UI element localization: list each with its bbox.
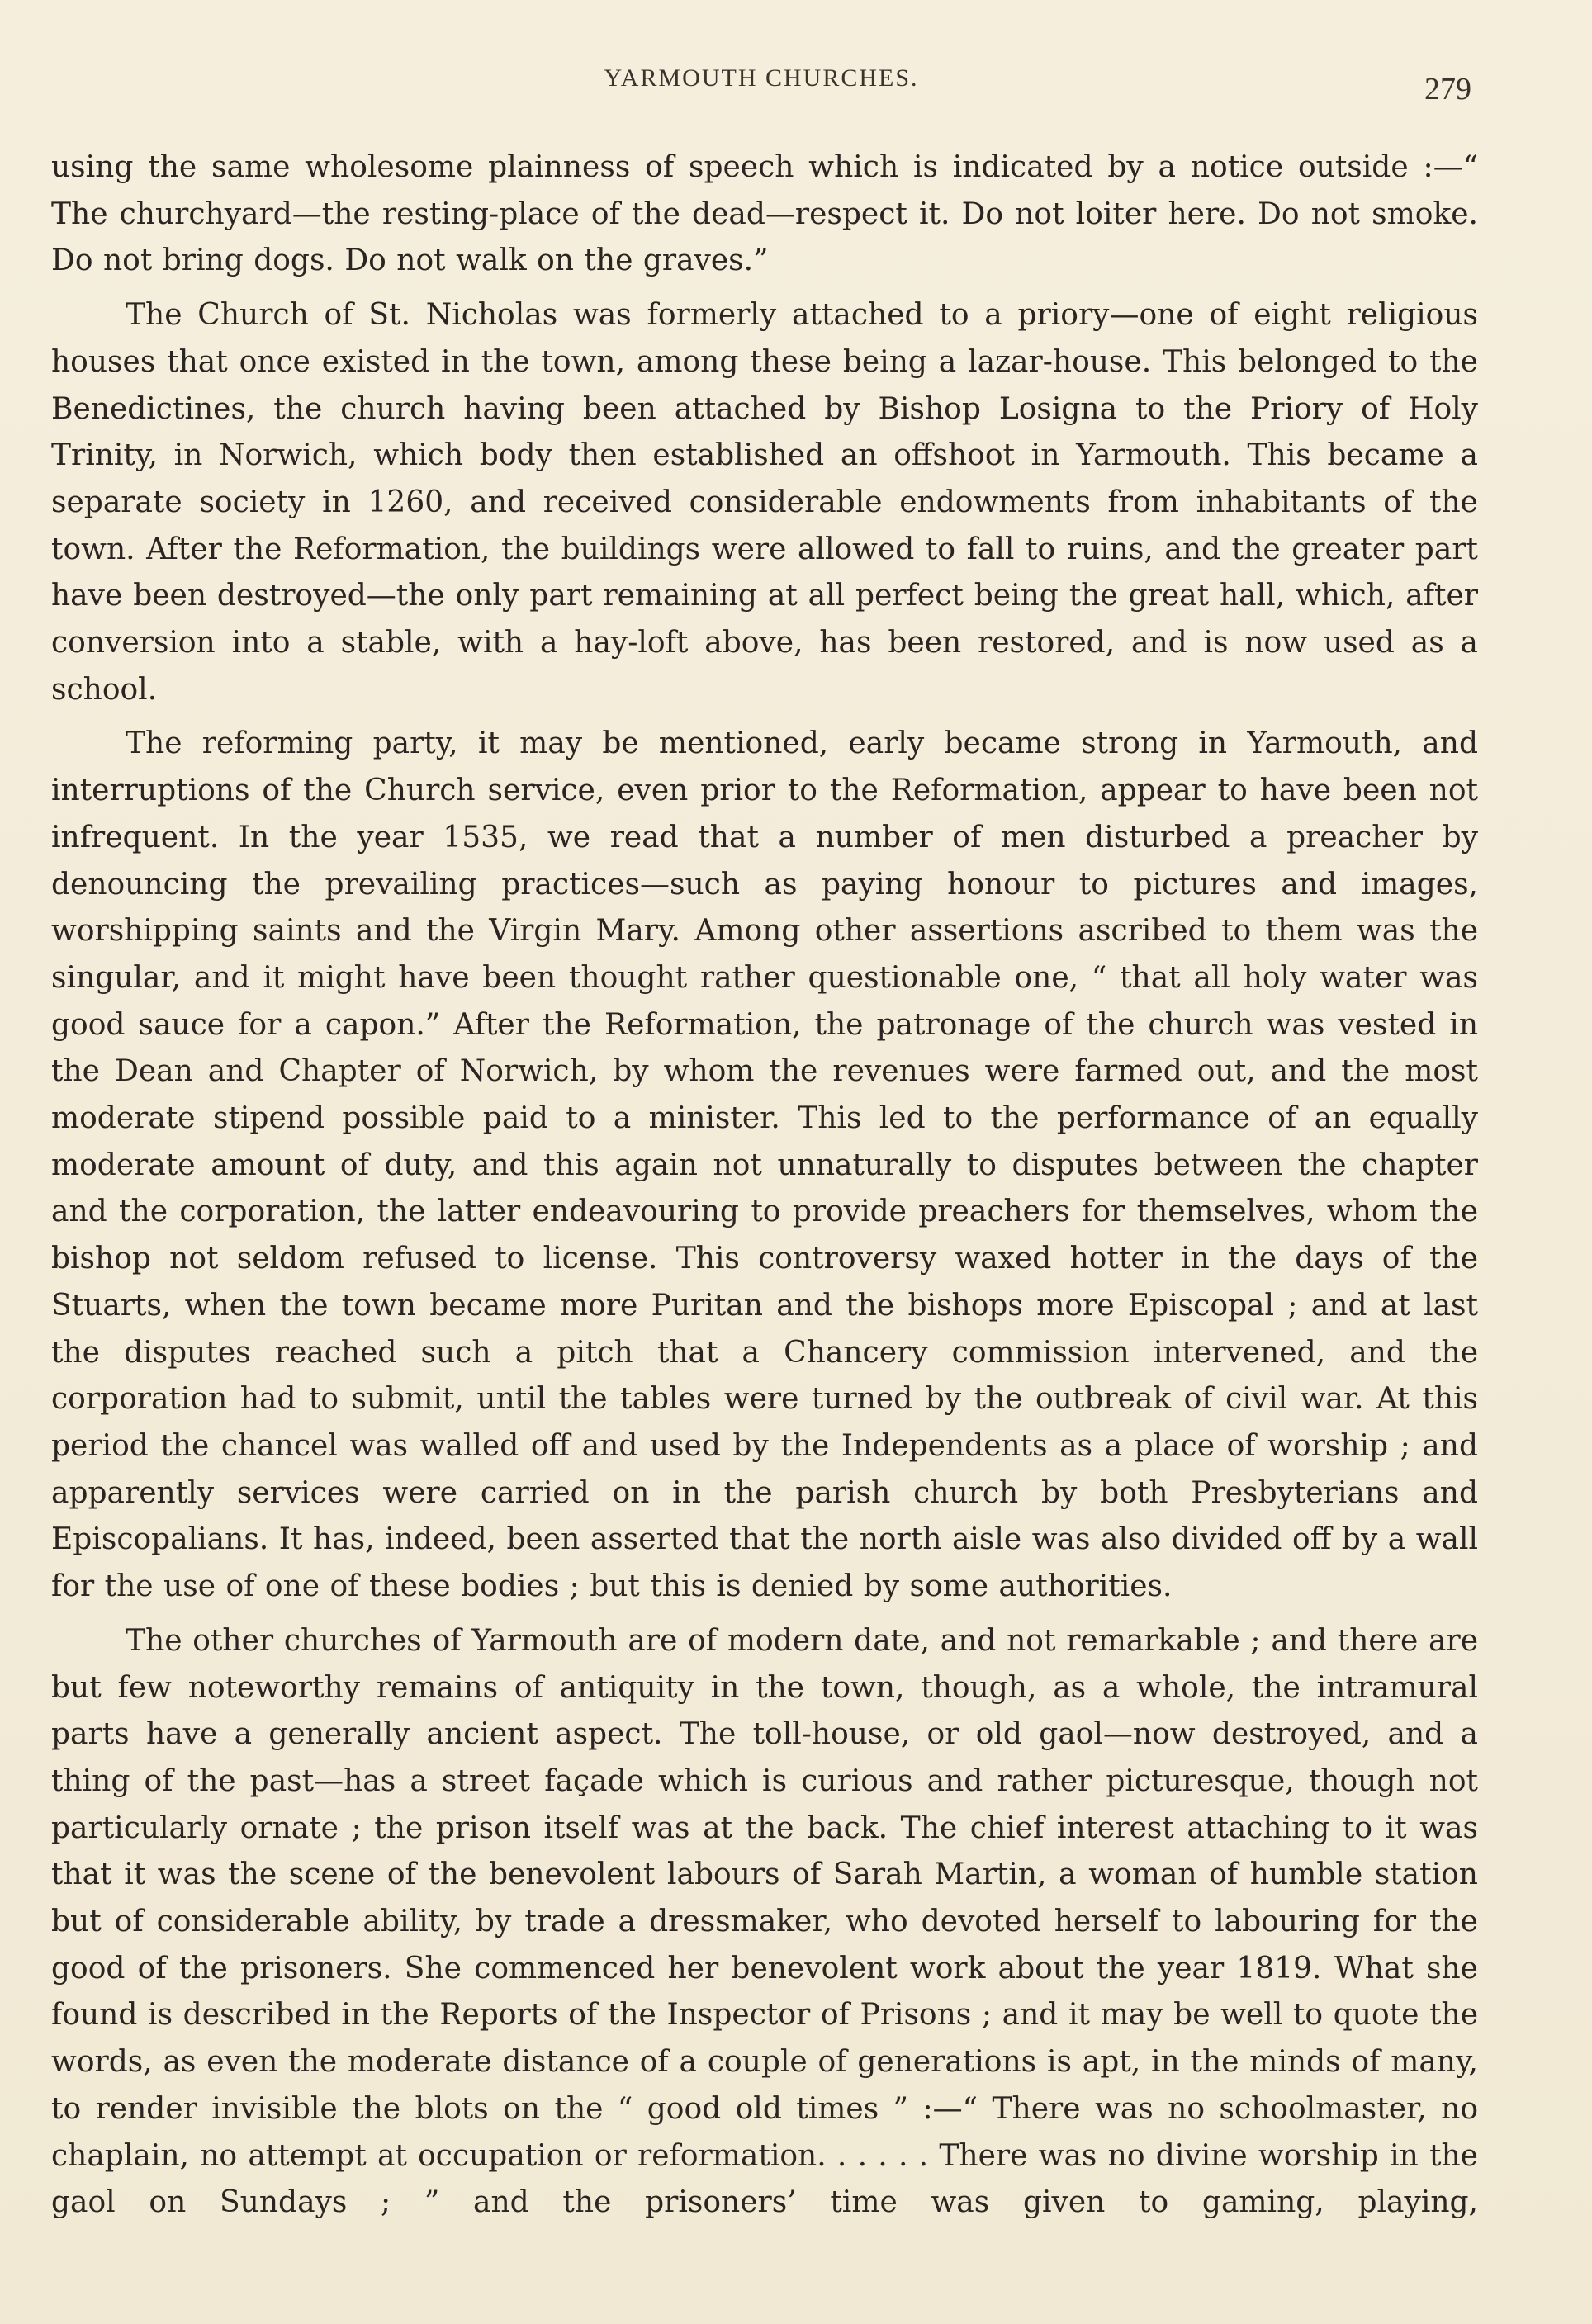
running-head: YARMOUTH CHURCHES. xyxy=(604,64,919,92)
paragraph-2: The Church of St. Nicholas was formerly attached to a priory—one of eight religious houses that once existed in the town, among these being a lazar-house. This belonged to the Benedictines, the church having been attached by Bishop Losigna to the Priory of Holy Trinity, in Norwich, which body then established an offshoot in Yarmouth. This became a separate society in 1260, and received considerable endowments from inhabitants of the town. After the Reformation, the buildings were allowed to fall to ruins, and the greater part have been destroyed—the only part remaining at all perfect being the great hall, which, after conversion into a stable, with a hay-loft above, has been restored, and is now used as a school. xyxy=(51,298,1478,707)
body-text xyxy=(51,144,1478,2234)
page-header xyxy=(51,64,1471,114)
paragraph-1: using the same wholesome plainness of speech which is indicated by a notice outside :—“ The churchyard—the resting-place of the dead—respect it. Do not loiter here. Do not smoke. Do not bring dogs. Do not walk on the graves.” xyxy=(51,150,1478,278)
paragraph-3: The reforming party, it may be mentioned, early became strong in Yarmouth, and interruptions of the Church service, even prior to the Reformation, appear to have been not infrequent. In the year 1535, we read that a number of men disturbed a preacher by denouncing the prevailing practices—such as paying honour to pictures and images, worshipping saints and the Virgin Mary. Among other assertions ascribed to them was the singular, and it might have been thought rather questionable one, “ that all holy water was good sauce for a capon.” After the Reformation, the patronage of the church was vested in the Dean and Chapter of Norwich, by whom the revenues were farmed out, and the most moderate stipend possible paid to a minister. This led to the performance of an equally moderate amount of duty, and this again not unnaturally to disputes between the chapter and the corporation, the latter endeavouring to provide preachers for themselves, whom the bishop not seldom refused to license. This controversy waxed hotter in the days of the Stuarts, when the town became more Puritan and the bishops more Episcopal ; and at last the disputes reached such a pitch that a Chancery commission intervened, and the corporation had to submit, until the tables were turned by the outbreak of civil war. At this period the chancel was walled off and used by the Independents as a place of worship ; and apparently services were carried on in the parish church by both Presbyterians and Episcopalians. It has, indeed, been asserted that the north aisle was also divided off by a wall for the use of one of these bodies ; but this is denied by some authorities. xyxy=(51,727,1478,1604)
paragraph-4: The other churches of Yarmouth are of modern date, and not remarkable ; and there are but few noteworthy remains of antiquity in the town, though, as a whole, the intramural parts have a generally ancient aspect. The toll-house, or old gaol—now destroyed, and a thing of the past—has a street façade which is curious and rather picturesque, though not particularly ornate ; the prison itself was at the back. The chief interest attaching to it was that it was the scene of the benevolent labours of Sarah Martin, a woman of humble station but of considerable ability, by trade a dressmaker, who devoted herself to labouring for the good of the prisoners. She commenced her benevolent work about the year 1819. What she found is described in the Reports of the Inspector of Prisons ; and it may be well to quote the words, as even the moderate distance of a couple of generations is apt, in the minds of many, to render invisible the blots on the “ good old times ” :—“ There was no schoolmaster, no chaplain, no attempt at occupation or reformation. . . . . . There was no divine worship in the gaol on Sundays ; ” and the prisoners’ time was given to gaming, playing, xyxy=(51,1623,1478,2220)
page-number: 279 xyxy=(1424,72,1471,106)
